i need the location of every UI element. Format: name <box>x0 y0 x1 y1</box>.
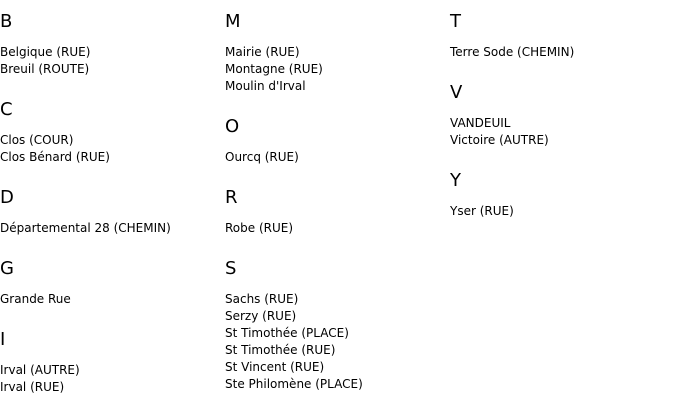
street-link[interactable]: Terre Sode (CHEMIN) <box>450 45 575 59</box>
street-list <box>225 280 450 403</box>
list-item <box>450 203 675 220</box>
street-index-column-3 <box>450 0 675 230</box>
street-link[interactable]: Grande Rue <box>0 292 71 306</box>
list-item <box>225 61 450 78</box>
letter-group-y <box>450 159 675 230</box>
letter-heading: G <box>0 258 14 279</box>
street-list <box>225 33 450 105</box>
list-item <box>225 325 450 342</box>
street-link[interactable]: Irval (RUE) <box>0 380 65 394</box>
letter-group-r <box>225 176 450 247</box>
list-item <box>225 359 450 376</box>
letter-heading: O <box>225 116 240 137</box>
letter-group-o <box>225 105 450 176</box>
letter-heading: V <box>450 82 463 103</box>
list-item <box>0 44 225 61</box>
list-item <box>225 291 450 308</box>
list-item <box>0 61 225 78</box>
street-link[interactable]: Yser (RUE) <box>450 204 514 218</box>
letter-heading: M <box>225 11 241 32</box>
street-list <box>0 121 225 176</box>
street-link[interactable]: Clos Bénard (RUE) <box>0 150 110 164</box>
street-list <box>0 351 225 406</box>
list-item <box>450 132 675 149</box>
list-item <box>225 149 450 166</box>
street-link[interactable]: Départemental 28 (CHEMIN) <box>0 221 171 235</box>
letter-heading: C <box>0 99 13 120</box>
street-list <box>450 33 675 71</box>
street-link[interactable]: Irval (AUTRE) <box>0 363 80 377</box>
list-item <box>225 44 450 61</box>
list-item <box>0 379 225 396</box>
letter-heading: B <box>0 11 13 32</box>
street-list <box>0 280 225 318</box>
list-item <box>0 132 225 149</box>
street-link[interactable]: Belgique (RUE) <box>0 45 91 59</box>
street-link[interactable]: Serzy (RUE) <box>225 309 297 323</box>
letter-heading: I <box>0 329 6 350</box>
letter-heading: Y <box>450 170 461 191</box>
list-item <box>225 220 450 237</box>
letter-group-m <box>225 0 450 105</box>
letter-group-i <box>0 318 225 406</box>
street-link[interactable]: Sachs (RUE) <box>225 292 299 306</box>
street-list <box>0 33 225 88</box>
street-link[interactable]: Victoire (AUTRE) <box>450 133 549 147</box>
street-index-column-1 <box>0 0 225 406</box>
list-item <box>0 362 225 379</box>
street-link[interactable]: Moulin d'Irval <box>225 79 306 93</box>
street-link[interactable]: Ourcq (RUE) <box>225 150 299 164</box>
street-list <box>450 104 675 159</box>
list-item <box>225 342 450 359</box>
letter-group-v <box>450 71 675 159</box>
street-list <box>225 209 450 247</box>
street-link[interactable]: St Timothée (RUE) <box>225 343 336 357</box>
street-link[interactable]: VANDEUIL <box>450 116 511 130</box>
street-link[interactable]: Ste Philomène (PLACE) <box>225 377 363 391</box>
street-list <box>225 138 450 176</box>
list-item <box>225 308 450 325</box>
street-list <box>0 209 225 247</box>
list-item <box>225 78 450 95</box>
street-index-column-2 <box>225 0 450 403</box>
letter-group-s <box>225 247 450 403</box>
letter-heading: S <box>225 258 237 279</box>
letter-group-g <box>0 247 225 318</box>
letter-group-t <box>450 0 675 71</box>
street-link[interactable]: St Vincent (RUE) <box>225 360 325 374</box>
list-item <box>0 220 225 237</box>
letter-group-c <box>0 88 225 176</box>
street-link[interactable]: Robe (RUE) <box>225 221 294 235</box>
street-list <box>450 192 675 230</box>
letter-group-b <box>0 0 225 88</box>
list-item <box>225 376 450 393</box>
letter-heading: R <box>225 187 238 208</box>
list-item <box>0 291 225 308</box>
street-link[interactable]: Breuil (ROUTE) <box>0 62 90 76</box>
letter-heading: T <box>450 11 461 32</box>
street-link[interactable]: Clos (COUR) <box>0 133 74 147</box>
street-link[interactable]: St Timothée (PLACE) <box>225 326 349 340</box>
street-link[interactable]: Mairie (RUE) <box>225 45 300 59</box>
letter-group-d <box>0 176 225 247</box>
list-item <box>0 149 225 166</box>
street-link[interactable]: Montagne (RUE) <box>225 62 323 76</box>
list-item <box>450 115 675 132</box>
list-item <box>450 44 675 61</box>
letter-heading: D <box>0 187 14 208</box>
